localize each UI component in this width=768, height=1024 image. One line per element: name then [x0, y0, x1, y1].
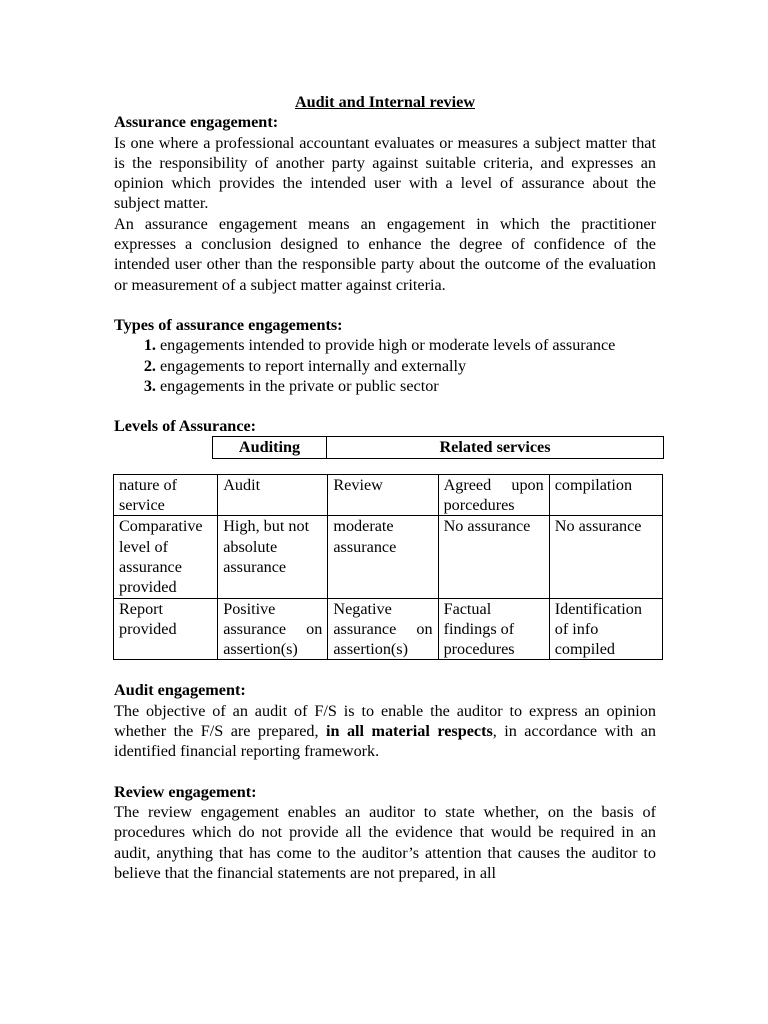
table-row — [114, 474, 663, 516]
audit-paragraph: The objective of an audit of F/S is to enable the auditor to express an opinion whether the F/S are prepared, in all material respects, in accordance with an identified financial reporting framework. — [114, 701, 656, 761]
table-cell: No assurance — [438, 516, 549, 598]
levels-table — [113, 474, 663, 661]
table-cell: Review — [328, 474, 438, 516]
header-related-services: Related services — [327, 437, 664, 458]
list-item: 3. engagements in the private or public sector — [160, 376, 656, 396]
table-cell: Positive assurance on assertion(s) — [218, 598, 328, 660]
assurance-definition: Is one where a professional accountant evaluates or measures a subject matter that is the responsibility of another party against suitable criteria, and expresses an opinion which provides the intended user with a level of assurance about the subject matter. — [114, 133, 656, 213]
list-item: 1. engagements intended to provide high or moderate levels of assurance — [160, 335, 656, 355]
levels-heading: Levels of Assurance: — [114, 417, 257, 436]
table-row — [114, 598, 663, 660]
list-item: 2. engagements to report internally and externally — [160, 356, 656, 376]
document-page — [114, 92, 656, 883]
table-cell: Negative assurance on assertion(s) — [328, 598, 438, 660]
table-cell: Factual findings of procedures — [438, 598, 549, 660]
table-cell: Agreed upon porcedures — [438, 474, 549, 516]
table-cell: compilation — [549, 474, 662, 516]
emphasis-text: in all material respects — [326, 722, 493, 741]
table-cell: moderate assurance — [328, 516, 438, 598]
review-paragraph: The review engagement enables an auditor to state whether, on the basis of procedures which do not provide all the evidence that would be required in an audit, anything that has come to the auditor’s attention that causes the auditor to believe that the financial statements are not prepared, in all — [114, 802, 656, 882]
audit-heading: Audit engagement: — [114, 681, 246, 700]
table-cell: No assurance — [549, 516, 662, 598]
assurance-description: An assurance engagement means an engagement in which the practitioner expresses a conclusion designed to enhance the degree of confidence of the intended user other than the responsible party about the outcome of the evaluation or measurement of a subject matter against criteria. — [114, 214, 656, 294]
table-cell: Comparative level of assurance provided — [114, 516, 218, 598]
table-cell: nature of service — [114, 474, 218, 516]
table-cell: High, but not absolute assurance — [218, 516, 328, 598]
types-list — [114, 335, 656, 396]
table-cell: Report provided — [114, 598, 218, 660]
review-heading: Review engagement: — [114, 782, 257, 801]
header-auditing: Auditing — [213, 437, 327, 458]
page-title: Audit and Internal review — [294, 93, 476, 111]
assurance-heading: Assurance engagement: — [114, 113, 279, 132]
levels-header-table — [212, 436, 664, 458]
table-row — [114, 516, 663, 598]
table-cell: Identification of info compiled — [549, 598, 662, 660]
table-cell: Audit — [218, 474, 328, 516]
types-heading: Types of assurance engagements: — [114, 315, 343, 334]
